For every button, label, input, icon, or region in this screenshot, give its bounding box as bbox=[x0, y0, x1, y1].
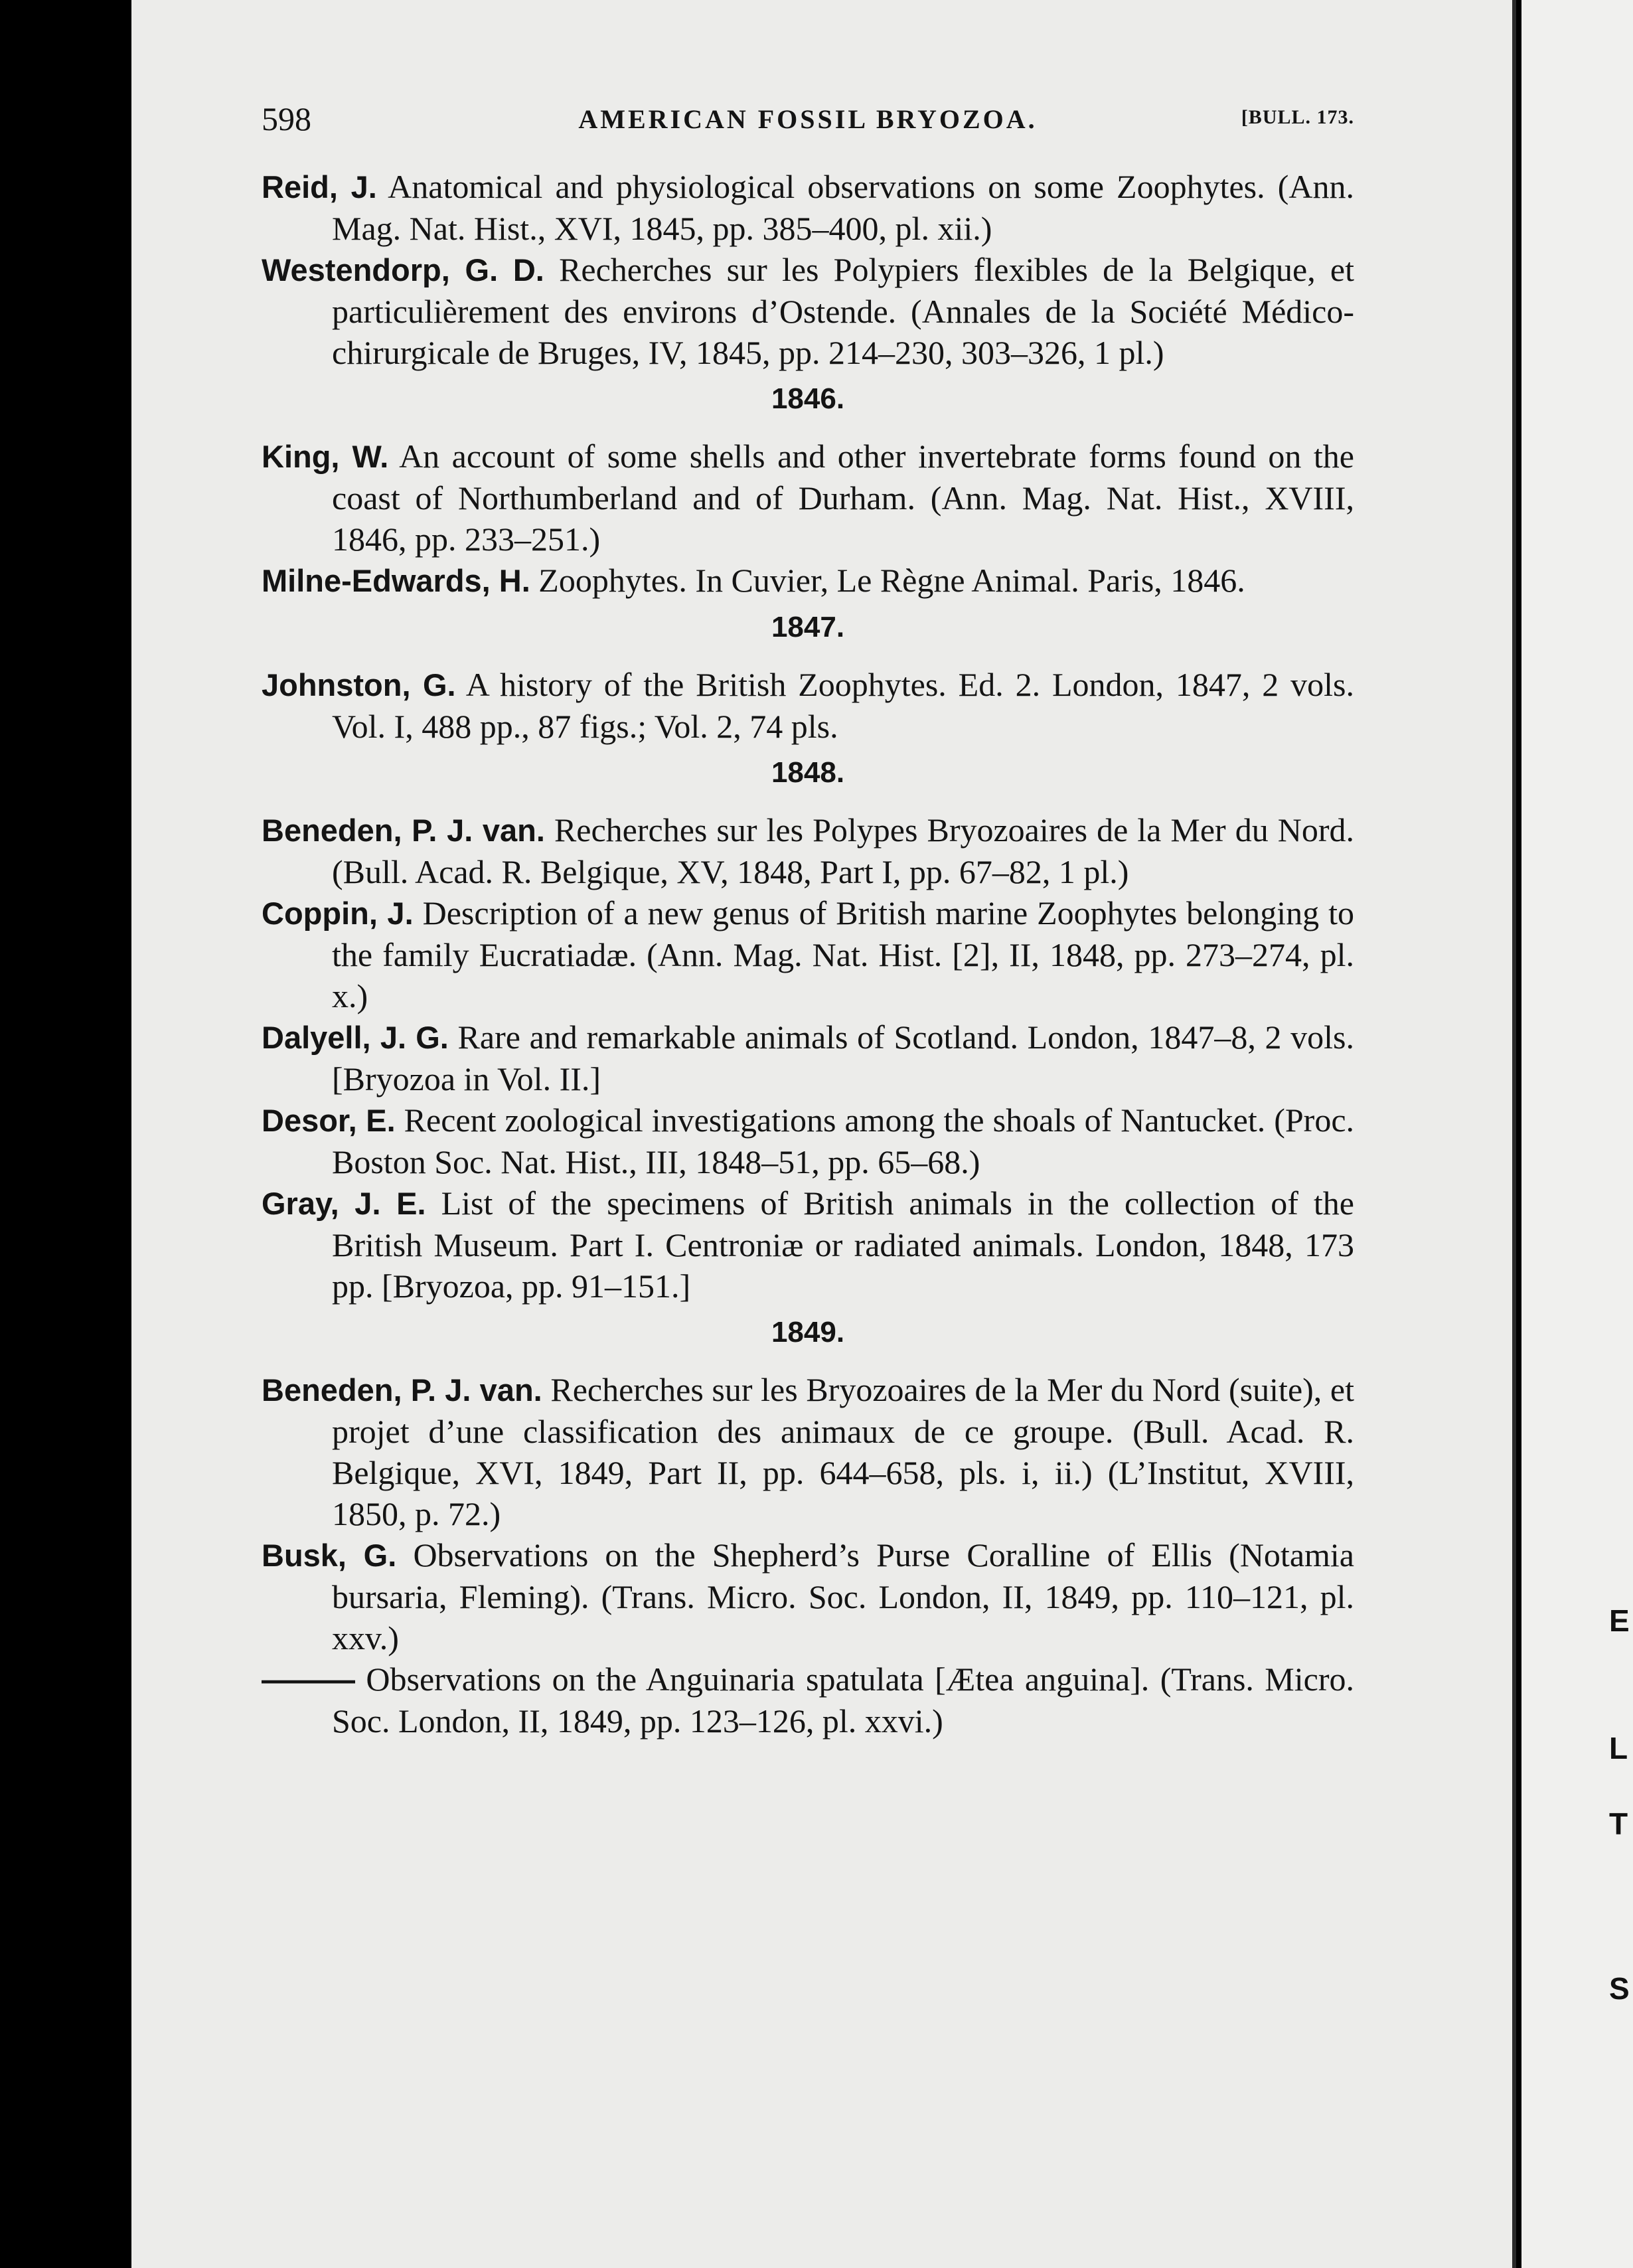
year-heading: 1848. bbox=[771, 756, 845, 789]
entry-text: A history of the British Zoophytes. Ed. 2. London, 1847, 2 vols. Vol. I, 488 pp., 87 figs.; Vol. 2, 74 pls. bbox=[332, 666, 1354, 745]
bulletin-reference: [BULL. 173. bbox=[1241, 106, 1354, 128]
bibliography-body bbox=[262, 166, 1354, 1742]
entry-author: ——— bbox=[262, 1662, 355, 1697]
adjacent-letter: S bbox=[1609, 1971, 1630, 2006]
entry-text: List of the specimens of British animals in the collection of the British Museum. Part I. Centroniæ or radiated animals. London, 1848, 173 pp. [Bryozoa, pp. 91–151.] bbox=[332, 1184, 1355, 1305]
running-title: AMERICAN FOSSIL BRYOZOA. bbox=[578, 104, 1038, 134]
bibliography-entry bbox=[262, 1099, 1354, 1182]
entry-text: Recherches sur les Bryozoaires de la Mer du Nord (suite), et projet d’une classification des animaux de ce groupe. (Bull. Acad. R. Belgique, XVI, 1849, Part II, pp. 644–658, pls. i, ii.) (L’Institut, XVIII, 1850, p. 72.) bbox=[332, 1371, 1355, 1532]
entry-author: Coppin, J. bbox=[262, 896, 414, 931]
entry-text: Recherches sur les Polypiers flexibles de la Belgique, et particulièrement des environs d’Ostende. (Annales de la Société Médico-chirurgicale de Bruges, IV, 1845, pp. 214–230, 303–326, 1 pl.) bbox=[332, 251, 1355, 371]
bibliography-entry bbox=[262, 1016, 1354, 1099]
bibliography-entry bbox=[262, 1182, 1354, 1307]
adjacent-letter: T bbox=[1609, 1807, 1628, 1841]
entry-author: Beneden, P. J. van. bbox=[262, 1372, 542, 1408]
entry-author: Dalyell, J. G. bbox=[262, 1020, 449, 1055]
bibliography-entry bbox=[262, 1659, 1354, 1742]
entry-text: Recherches sur les Polypes Bryozoaires de la Mer du Nord. (Bull. Acad. R. Belgique, XV, 1848, Part I, pp. 67–82, 1 pl.) bbox=[332, 811, 1355, 890]
entry-author: Gray, J. E. bbox=[262, 1186, 426, 1221]
entry-text: Zoophytes. In Cuvier, Le Règne Animal. Paris, 1846. bbox=[538, 562, 1245, 599]
entry-text: Anatomical and physiological observations on some Zoophytes. (Ann. Mag. Nat. Hist., XVI, 1845, pp. 385–400, pl. xii.) bbox=[332, 168, 1354, 247]
entry-author: Beneden, P. J. van. bbox=[262, 813, 545, 848]
bibliography-entry bbox=[262, 166, 1354, 249]
entry-author: Westendorp, G. D. bbox=[262, 252, 544, 287]
bibliography-entry bbox=[262, 1369, 1354, 1534]
entry-author: Johnston, G. bbox=[262, 667, 456, 702]
book-spine bbox=[1512, 0, 1516, 2268]
bibliography-entry bbox=[262, 664, 1354, 747]
entry-text: Description of a new genus of British marine Zoophytes belonging to the family Eucratiadæ. (Ann. Mag. Nat. Hist. [2], II, 1848, pp. 273–274, pl. x.) bbox=[332, 894, 1355, 1014]
adjacent-letter: L bbox=[1609, 1731, 1628, 1765]
year-heading: 1849. bbox=[771, 1316, 845, 1348]
entry-author: Desor, E. bbox=[262, 1103, 396, 1138]
year-heading: 1847. bbox=[771, 611, 845, 643]
entry-text: An account of some shells and other invertebrate forms found on the coast of Northumberland and of Durham. (Ann. Mag. Nat. Hist., XVIII, 1846, pp. 233–251.) bbox=[332, 438, 1354, 558]
entry-author: King, W. bbox=[262, 439, 389, 474]
running-header bbox=[262, 100, 1354, 139]
entry-text: Observations on the Shepherd’s Purse Coralline of Ellis (Notamia bursaria, Fleming). (Trans. Micro. Soc. London, II, 1849, pp. 110–121, pl. xxv.) bbox=[332, 1536, 1354, 1657]
entry-text: Recent zoological investigations among the shoals of Nantucket. (Proc. Boston Soc. Nat. Hist., III, 1848–51, pp. 65–68.) bbox=[332, 1101, 1355, 1180]
bibliography-entry bbox=[262, 249, 1354, 373]
entry-text: Rare and remarkable animals of Scotland. London, 1847–8, 2 vols. [Bryozoa in Vol. II.] bbox=[332, 1018, 1354, 1097]
bibliography-entry bbox=[262, 809, 1354, 892]
adjacent-page-edge bbox=[1521, 0, 1633, 2268]
bibliography-entry bbox=[262, 892, 1354, 1016]
page-number: 598 bbox=[262, 100, 311, 137]
bibliography-entry bbox=[262, 1534, 1354, 1659]
entry-author: Busk, G. bbox=[262, 1538, 397, 1573]
adjacent-letter: E bbox=[1609, 1603, 1630, 1638]
entry-author: Reid, J. bbox=[262, 169, 377, 204]
bibliography-entry bbox=[262, 560, 1354, 602]
entry-author: Milne-Edwards, H. bbox=[262, 563, 530, 598]
entry-text: Observations on the Anguinaria spatulata [Ætea anguina]. (Trans. Micro. Soc. London, II, 1849, pp. 123–126, pl. xxvi.) bbox=[332, 1660, 1355, 1740]
bibliography-entry bbox=[262, 436, 1354, 560]
year-heading: 1846. bbox=[771, 382, 845, 415]
